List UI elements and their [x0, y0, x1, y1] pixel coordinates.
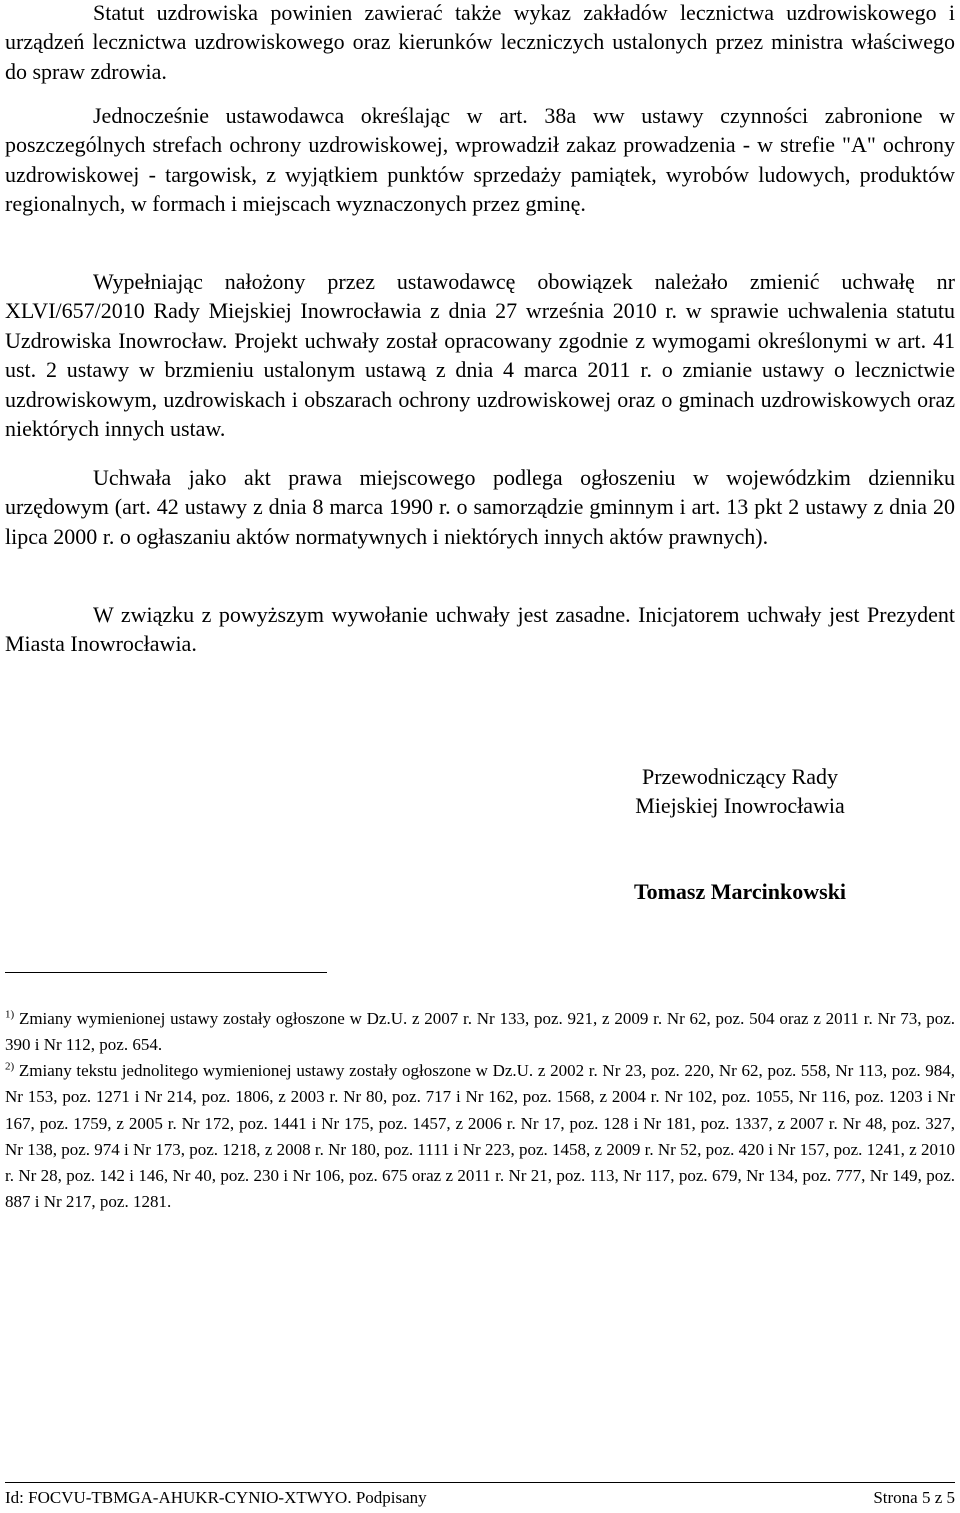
signature-title-line2: Miejskiej Inowrocławia: [635, 793, 845, 819]
footnote-text: Zmiany wymienionej ustawy zostały ogłoszone w Dz.U. z 2007 r. Nr 133, poz. 921, z 2009 r. Nr 62, poz. 504 oraz z 2011 r. Nr 73, poz. 390 i Nr 112, poz. 654.: [5, 1009, 956, 1055]
footer-page-number: Strona 5 z 5: [873, 1488, 955, 1507]
paragraph-zone-a-ban: [5, 101, 955, 219]
paragraph-text: Uchwała jako akt prawa miejscowego podlega ogłoszeniu w wojewódzkim dzienniku urzędowym (art. 42 ustawy z dnia 8 marca 1990 r. o samorządzie gminnym i art. 13 pkt 2 ustawy z dnia 20 lipca 2000 r. o ogłaszaniu aktów normatywnych i niektórych innych aktów prawnych).: [5, 465, 955, 549]
footnote-marker: 1): [5, 1008, 15, 1021]
paragraph-publication: [5, 463, 955, 551]
footnote-2: [5, 1058, 955, 1216]
paragraph-text: Wypełniając nałożony przez ustawodawcę obowiązek należało zmienić uchwałę nr XLVI/657/2010 Rady Miejskiej Inowrocławia z dnia 27 września 2010 r. w sprawie uchwalenia statutu Uzdrowiska Inowrocław. Projekt uchwały został opracowany zgodnie z wymogami określonymi w art. 41 ust. 2 ustawy w brzmieniu ustalonym ustawą z dnia 4 marca 2011 r. o zmianie ustawy o lecznictwie uzdrowiskowym, uzdrowiskach i obszarach ochrony uzdrowiskowej oraz o gminach uzdrowiskowych oraz niektórych innych ustaw.: [5, 269, 955, 442]
footnote-marker: 2): [5, 1060, 15, 1073]
footnote-separator: [5, 972, 327, 973]
paragraph-conclusion: [5, 600, 955, 659]
footnote-1: [5, 1006, 955, 1059]
signature-name: Tomasz Marcinkowski: [633, 879, 847, 904]
signature-title-line1: Przewodniczący Rady: [641, 764, 839, 789]
paragraph-text: Statut uzdrowiska powinien zawierać także wykaz zakładów lecznictwa uzdrowiskowego i urządzeń lecznictwa uzdrowiskowego oraz kierunków leczniczych ustalonych przez ministra właściwego do spraw zdrowia.: [5, 0, 955, 84]
footer-separator: [5, 1482, 955, 1483]
paragraph-text: W związku z powyższym wywołanie uchwały jest zasadne. Inicjatorem uchwały jest Prezydent Miasta Inowrocławia.: [5, 602, 955, 657]
footer-document-id: Id: FOCVU-TBMGA-AHUKR-CYNIO-XTWYO. Podpisany: [5, 1488, 427, 1507]
paragraph-statute-contents: [5, 0, 955, 86]
paragraph-resolution-amendment: [5, 267, 955, 443]
footnote-text: Zmiany tekstu jednolitego wymienionej ustawy zostały ogłoszone w Dz.U. z 2002 r. Nr 23, poz. 220, Nr 62, poz. 558, Nr 113, poz. 984, Nr 153, poz. 1271 i Nr 214, poz. 1806, z 2003 r. Nr 80, poz. 717 i Nr 162, poz. 1568, z 2004 r. Nr 102, poz. 1055, Nr 116, poz. 1203 i Nr 167, poz. 1759, z 2005 r. Nr 172, poz. 1441 i Nr 175, poz. 1457, z 2006 r. Nr 17, poz. 128 i Nr 181, poz. 1337, z 2007 r. Nr 48, poz. 327, Nr 138, poz. 974 i Nr 173, poz. 1218, z 2008 r. Nr 180, poz. 1111 i Nr 223, poz. 1458, z 2009 r. Nr 52, poz. 420 i Nr 157, poz. 1241, z 2010 r. Nr 28, poz. 142 i 146, Nr 40, poz. 230 i Nr 106, poz. 675 oraz z 2011 r. Nr 21, poz. 113, Nr 117, poz. 679, Nr 134, poz. 777, Nr 149, poz. 887 i Nr 217, poz. 1281.: [5, 1061, 956, 1212]
paragraph-text: Jednocześnie ustawodawca określając w art. 38a ww ustawy czynności zabronione w poszczególnych strefach ochrony uzdrowiskowej, wprowadził zakaz prowadzenia - w strefie "A" ochrony uzdrowiskowej - targowisk, z wyjątkiem punktów sprzedaży pamiątek, wyrobów ludowych, produktów regionalnych, w formach i miejscach wyznaczonych przez gminę.: [5, 103, 955, 217]
signature-title: [560, 762, 920, 821]
